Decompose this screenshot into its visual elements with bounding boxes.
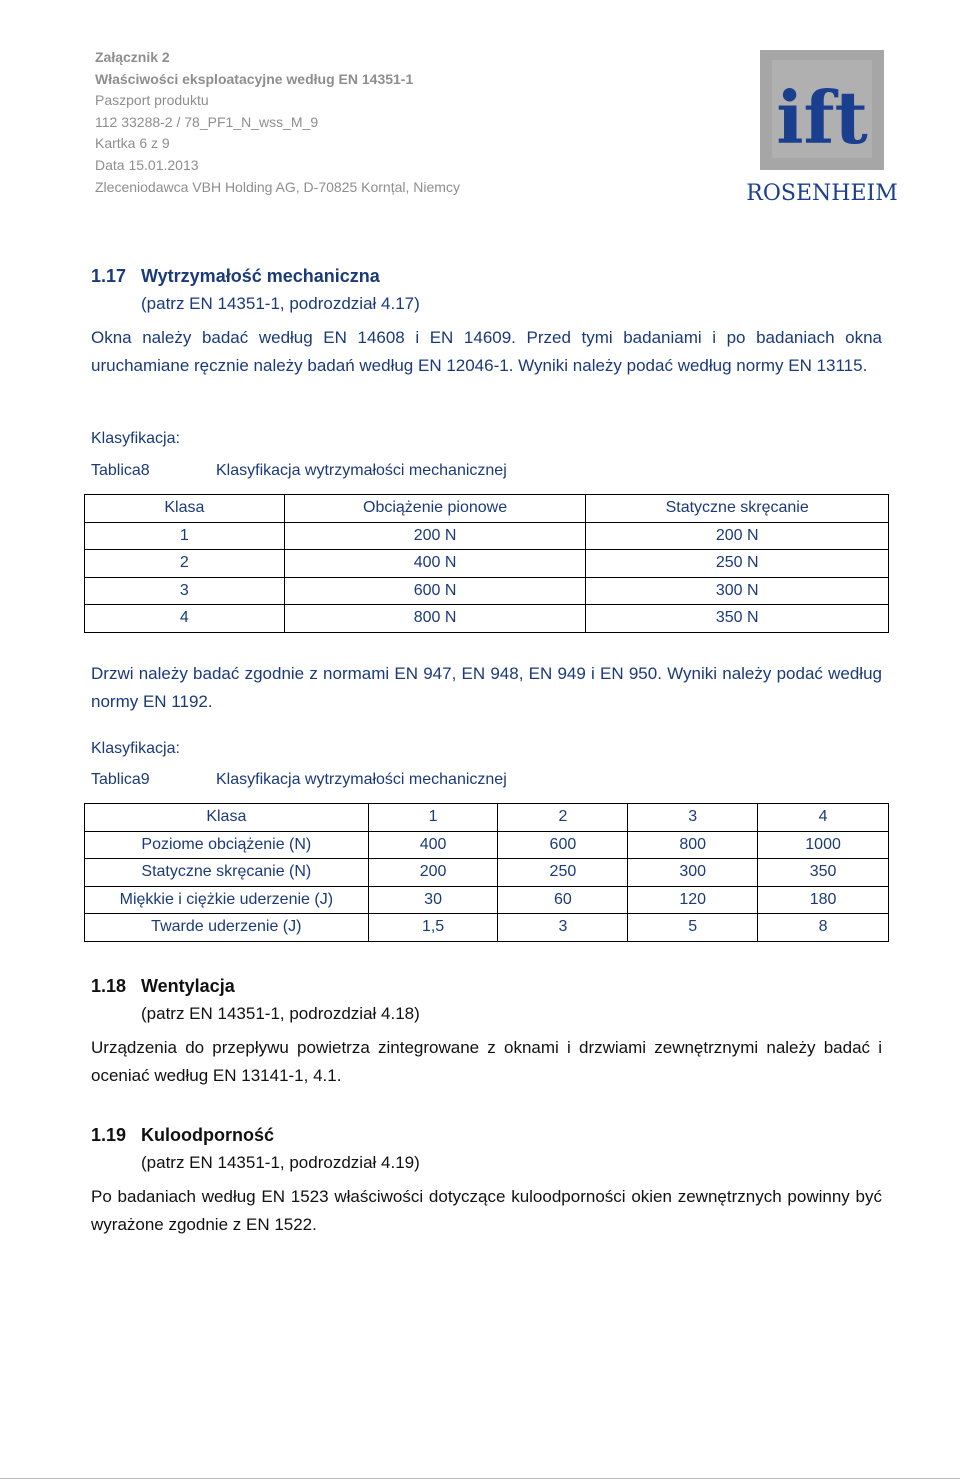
svg-text:ROSENHEIM: ROSENHEIM (746, 181, 898, 206)
table-cell: 1000 (758, 831, 889, 859)
section-1-19-ref: (patrz EN 14351-1, podrozdział 4.19) (141, 1153, 420, 1172)
table-cell: 200 N (284, 522, 586, 550)
table-cell: 800 (628, 831, 758, 859)
table-cell: 120 (628, 886, 758, 914)
section-1-19-text: Po badaniach według EN 1523 właściwości dotyczące kuloodporności okien zewnętrznych powinny być wyrażone zgodnie z EN 1522. (91, 1187, 882, 1234)
table-cell: 300 N (586, 577, 889, 605)
table-cell: 180 (758, 886, 889, 914)
table-cell: 200 (368, 859, 498, 887)
header-doc-number: 112 33288-2 / 78_PF1_N_wss_M_9 (95, 113, 319, 130)
table-row (85, 522, 889, 550)
klasyfikacja-label-2: Klasyfikacja: (91, 740, 180, 757)
table-cell: 1,5 (368, 914, 498, 942)
header-title: Właściwości eksploatacyjne według EN 14351-1 (95, 70, 414, 87)
header-date: Data 15.01.2013 (95, 156, 199, 173)
table-cell: 2 (85, 550, 285, 578)
header-page: Kartka 6 z 9 (95, 135, 170, 152)
page-bottom-rule (0, 1478, 960, 1479)
section-number: 1.18 (91, 976, 127, 996)
table-cell: 600 (498, 831, 628, 859)
table-row (85, 831, 889, 859)
section-1-18-heading (91, 976, 235, 997)
table-header-cell: Klasa (85, 495, 285, 523)
table-row (85, 550, 889, 578)
table8 (84, 494, 889, 633)
table-cell: 1 (368, 804, 498, 832)
table-row (85, 804, 889, 832)
table-cell: 5 (628, 914, 758, 942)
header-doc-type: Paszport produktu (95, 92, 209, 109)
table9 (84, 803, 889, 942)
table-cell: Poziome obciążenie (N) (85, 831, 369, 859)
table8-caption (91, 462, 507, 480)
table-cell: 400 (368, 831, 498, 859)
klasyfikacja-label: Klasyfikacja: (91, 430, 180, 447)
table-cell: 3 (85, 577, 285, 605)
table-cell: Miękkie i ciężkie uderzenie (J) (85, 886, 369, 914)
table-cell: 350 (758, 859, 889, 887)
svg-text:ift: ift (776, 75, 868, 160)
table-header-row (85, 495, 889, 523)
table-cell: 2 (498, 804, 628, 832)
section-1-19-heading (91, 1125, 274, 1146)
section-1-17-heading (91, 266, 380, 287)
document-header (95, 47, 460, 198)
table-cell: 1 (85, 522, 285, 550)
section-1-18-ref: (patrz EN 14351-1, podrozdział 4.18) (141, 1004, 420, 1023)
table9-id: Tablica9 (91, 771, 150, 788)
section-title: Wytrzymałość mechaniczna (141, 266, 380, 286)
table8-title: Klasyfikacja wytrzymałości mechanicznej (216, 462, 507, 479)
table-cell: 8 (758, 914, 889, 942)
table-cell: Twarde uderzenie (J) (85, 914, 369, 942)
table8-id: Tablica8 (91, 462, 150, 479)
table-cell: 800 N (284, 605, 586, 633)
table-cell: 60 (498, 886, 628, 914)
table-header-cell: Obciążenie pionowe (284, 495, 586, 523)
table9-caption (91, 771, 507, 789)
table-cell: 250 (498, 859, 628, 887)
doors-text: Drzwi należy badać zgodnie z normami EN 947, EN 948, EN 949 i EN 950. Wyniki należy podać według normy EN 1192. (91, 664, 882, 711)
table-cell: 600 N (284, 577, 586, 605)
table9-title: Klasyfikacja wytrzymałości mechanicznej (216, 771, 507, 788)
table-cell: 4 (85, 605, 285, 633)
table-cell: Statyczne skręcanie (N) (85, 859, 369, 887)
table-cell: 400 N (284, 550, 586, 578)
table-row (85, 605, 889, 633)
table-cell: 250 N (586, 550, 889, 578)
ift-rosenheim-logo (746, 48, 898, 208)
table-cell: 300 (628, 859, 758, 887)
section-title: Wentylacja (141, 976, 235, 996)
table-header-cell: Statyczne skręcanie (586, 495, 889, 523)
table-cell: 200 N (586, 522, 889, 550)
table-cell: Klasa (85, 804, 369, 832)
table-cell: 350 N (586, 605, 889, 633)
section-1-17-ref: (patrz EN 14351-1, podrozdział 4.17) (141, 294, 420, 313)
section-number: 1.17 (91, 266, 127, 286)
table-cell: 30 (368, 886, 498, 914)
header-annex: Załącznik 2 (95, 49, 170, 65)
table-cell: 3 (628, 804, 758, 832)
header-client: Zleceniodawca VBH Holding AG, D-70825 Kornțal, Niemcy (95, 178, 460, 195)
table-row (85, 886, 889, 914)
table-row (85, 914, 889, 942)
section-1-17-text: Okna należy badać według EN 14608 i EN 14609. Przed tymi badaniami i po badaniach okna uruchamiane ręcznie należy badań według EN 12046-1. Wyniki należy podać według normy EN 13115. (91, 328, 882, 375)
section-1-18-text: Urządzenia do przepływu powietrza zintegrowane z oknami i drzwiami zewnętrznymi należy badać i oceniać według EN 13141-1, 4.1. (91, 1038, 882, 1085)
table-row (85, 577, 889, 605)
section-number: 1.19 (91, 1125, 127, 1145)
table-row (85, 859, 889, 887)
table-cell: 3 (498, 914, 628, 942)
section-title: Kuloodporność (141, 1125, 274, 1145)
table-cell: 4 (758, 804, 889, 832)
